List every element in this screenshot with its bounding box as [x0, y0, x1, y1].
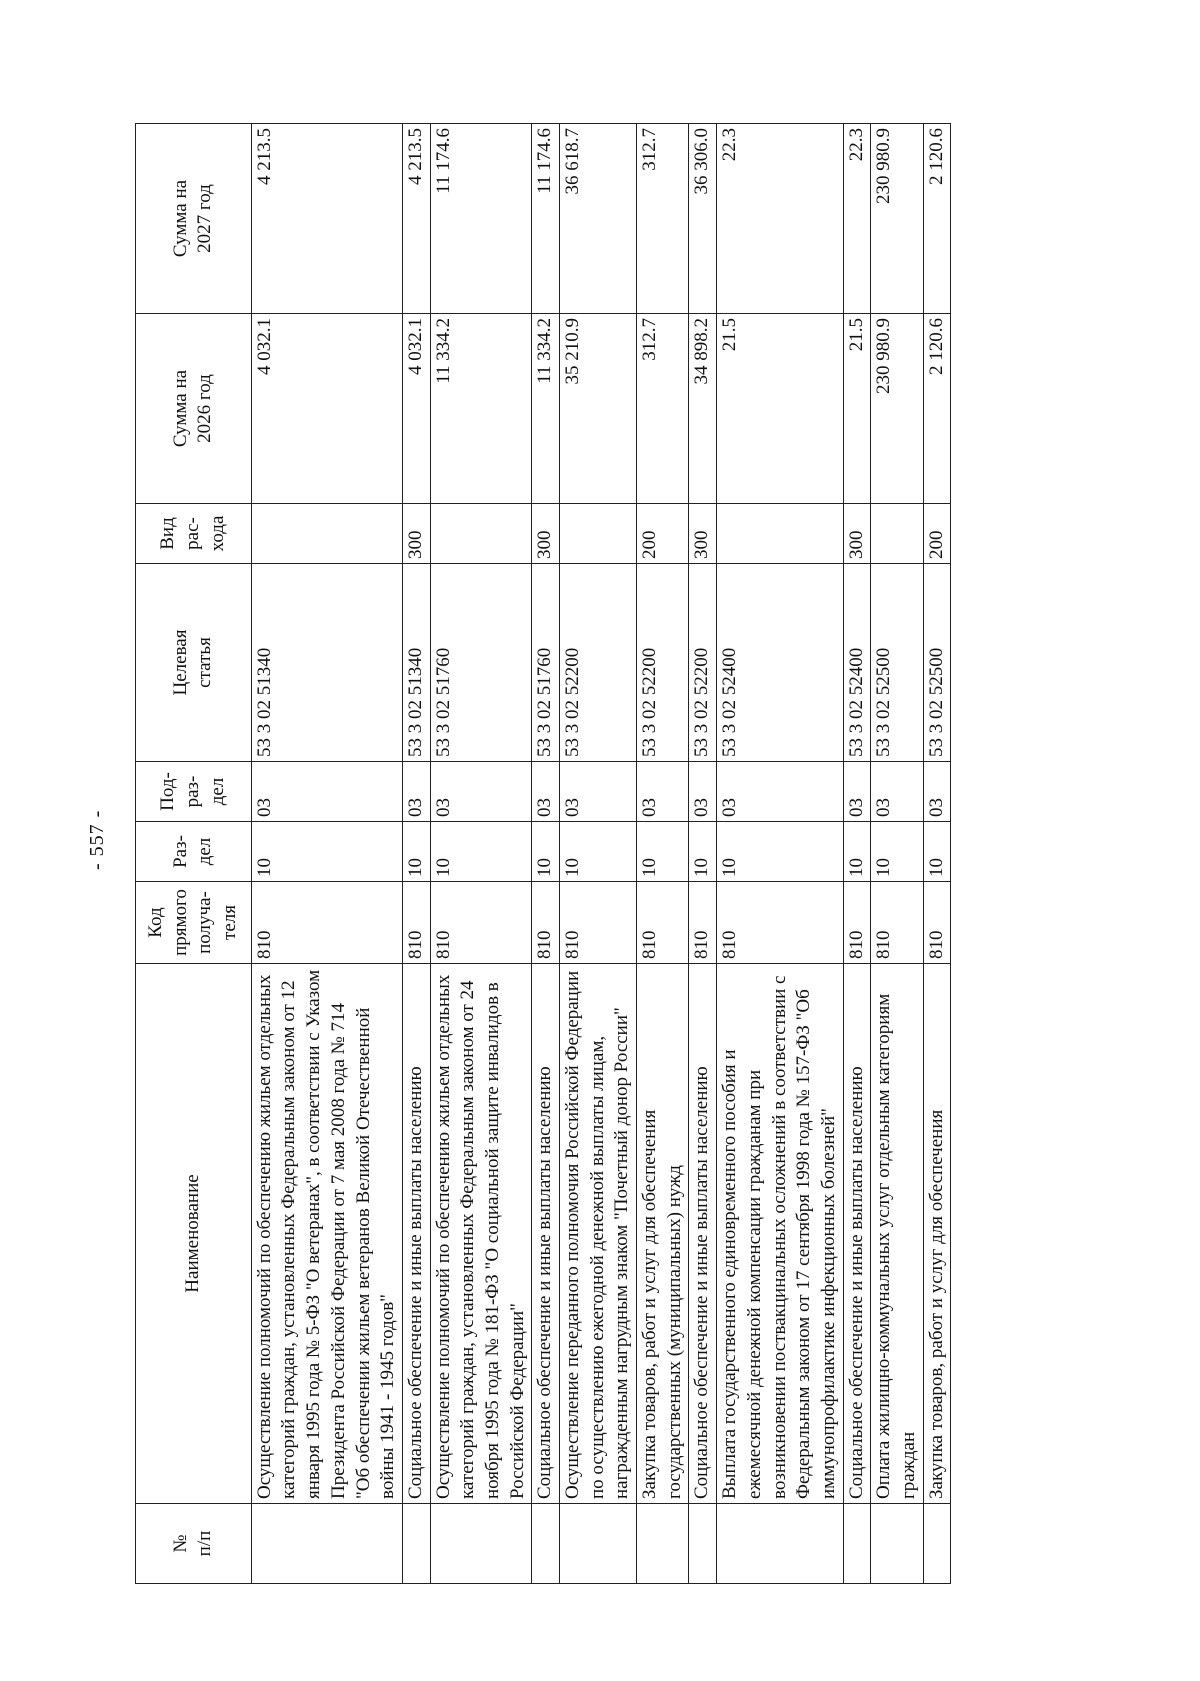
cell-sum-2027: 312.7	[637, 124, 689, 314]
cell-idx	[560, 1504, 637, 1584]
cell-name: Осуществление переданного полномочия Российской Федерации по осуществлению ежегодной денежной выплаты лицам, награжденным нагрудным знаком "Почетный донор России"	[560, 964, 637, 1504]
cell-idx	[532, 1504, 560, 1584]
cell-receiver-code: 810	[843, 882, 871, 964]
table-row	[637, 124, 689, 1584]
cell-name: Закупка товаров, работ и услуг для обеспечения	[923, 964, 951, 1504]
cell-expense-type: 200	[923, 504, 951, 564]
cell-expense-type	[430, 504, 532, 564]
cell-name: Осуществление полномочий по обеспечению жильем отдельных категорий граждан, установленных Федеральным законом от 24 ноября 1995 года № 181-ФЗ "О социальной защите инвалидов в Российской Федерации"	[430, 964, 532, 1504]
cell-sum-2027: 230 980.9	[871, 124, 923, 314]
cell-receiver-code: 810	[430, 882, 532, 964]
cell-target-article: 53 3 02 52200	[560, 564, 637, 762]
cell-target-article: 53 3 02 52400	[843, 564, 871, 762]
cell-receiver-code: 810	[402, 882, 430, 964]
cell-sum-2027: 4 213.5	[251, 124, 402, 314]
cell-expense-type: 300	[532, 504, 560, 564]
cell-idx	[871, 1504, 923, 1584]
cell-subsection: 03	[560, 762, 637, 822]
cell-target-article: 53 3 02 51760	[430, 564, 532, 762]
budget-table-container	[135, 124, 1135, 1584]
header-idx: № п/п	[136, 1504, 252, 1584]
cell-idx	[717, 1504, 843, 1584]
cell-expense-type: 200	[637, 504, 689, 564]
cell-receiver-code: 810	[717, 882, 843, 964]
table-row	[430, 124, 532, 1584]
cell-name: Социальное обеспечение и иные выплаты населению	[843, 964, 871, 1504]
cell-sum-2027: 36 618.7	[560, 124, 637, 314]
cell-sum-2026: 11 334.2	[532, 314, 560, 504]
cell-subsection: 03	[637, 762, 689, 822]
cell-section: 10	[532, 822, 560, 882]
cell-sum-2026: 312.7	[637, 314, 689, 504]
cell-sum-2026: 35 210.9	[560, 314, 637, 504]
header-target-article: Целевая статья	[136, 564, 252, 762]
cell-target-article: 53 3 02 52400	[717, 564, 843, 762]
cell-section: 10	[923, 822, 951, 882]
cell-section: 10	[430, 822, 532, 882]
header-subsection: Под- раз- дел	[136, 762, 252, 822]
cell-subsection: 03	[689, 762, 717, 822]
table-row	[689, 124, 717, 1584]
cell-subsection: 03	[843, 762, 871, 822]
cell-sum-2027: 22.3	[843, 124, 871, 314]
cell-receiver-code: 810	[532, 882, 560, 964]
table-row	[923, 124, 951, 1584]
cell-sum-2027: 11 174.6	[430, 124, 532, 314]
cell-section: 10	[251, 822, 402, 882]
cell-sum-2027: 11 174.6	[532, 124, 560, 314]
page-number: - 557 -	[86, 809, 108, 870]
cell-subsection: 03	[402, 762, 430, 822]
cell-target-article: 53 3 02 51340	[402, 564, 430, 762]
cell-idx	[923, 1504, 951, 1584]
cell-expense-type: 300	[402, 504, 430, 564]
cell-receiver-code: 810	[251, 882, 402, 964]
cell-name: Социальное обеспечение и иные выплаты населению	[532, 964, 560, 1504]
cell-subsection: 03	[717, 762, 843, 822]
cell-receiver-code: 810	[637, 882, 689, 964]
cell-sum-2026: 21.5	[843, 314, 871, 504]
cell-section: 10	[843, 822, 871, 882]
cell-sum-2027: 2 120.6	[923, 124, 951, 314]
cell-subsection: 03	[532, 762, 560, 822]
cell-idx	[689, 1504, 717, 1584]
cell-sum-2026: 34 898.2	[689, 314, 717, 504]
cell-expense-type: 300	[689, 504, 717, 564]
cell-subsection: 03	[251, 762, 402, 822]
cell-section: 10	[402, 822, 430, 882]
cell-receiver-code: 810	[560, 882, 637, 964]
cell-subsection: 03	[430, 762, 532, 822]
header-section: Раз- дел	[136, 822, 252, 882]
cell-name: Социальное обеспечение и иные выплаты населению	[402, 964, 430, 1504]
header-sum-2027: Сумма на 2027 год	[136, 124, 252, 314]
table-row	[251, 124, 402, 1584]
cell-sum-2027: 4 213.5	[402, 124, 430, 314]
cell-receiver-code: 810	[689, 882, 717, 964]
cell-subsection: 03	[923, 762, 951, 822]
cell-name: Осуществление полномочий по обеспечению жильем отдельных категорий граждан, установленных Федеральным законом от 12 января 1995 года № 5-ФЗ "О ветеранах", в соответствии с Указом Президента Российской Федерации от 7 мая 2008 года № 714 "Об обеспечении жильем ветеранов Великой Отечественной войны 1941 - 1945 годов"	[251, 964, 402, 1504]
cell-sum-2027: 36 306.0	[689, 124, 717, 314]
cell-idx	[251, 1504, 402, 1584]
cell-target-article: 53 3 02 52500	[871, 564, 923, 762]
table-row	[717, 124, 843, 1584]
header-sum-2026: Сумма на 2026 год	[136, 314, 252, 504]
cell-expense-type	[717, 504, 843, 564]
cell-expense-type	[560, 504, 637, 564]
cell-sum-2026: 230 980.9	[871, 314, 923, 504]
table-row	[532, 124, 560, 1584]
cell-sum-2026: 4 032.1	[251, 314, 402, 504]
cell-receiver-code: 810	[871, 882, 923, 964]
cell-name: Оплата жилищно-коммунальных услуг отдельным категориям граждан	[871, 964, 923, 1504]
cell-idx	[637, 1504, 689, 1584]
cell-target-article: 53 3 02 51760	[532, 564, 560, 762]
cell-target-article: 53 3 02 52200	[689, 564, 717, 762]
table-row	[560, 124, 637, 1584]
cell-section: 10	[717, 822, 843, 882]
cell-subsection: 03	[871, 762, 923, 822]
cell-target-article: 53 3 02 51340	[251, 564, 402, 762]
cell-name: Социальное обеспечение и иные выплаты населению	[689, 964, 717, 1504]
cell-target-article: 53 3 02 52500	[923, 564, 951, 762]
cell-idx	[843, 1504, 871, 1584]
cell-sum-2027: 22.3	[717, 124, 843, 314]
cell-target-article: 53 3 02 52200	[637, 564, 689, 762]
table-header-row	[136, 124, 252, 1584]
table-body	[251, 124, 951, 1584]
header-name: Наименование	[136, 964, 252, 1504]
table-row	[871, 124, 923, 1584]
cell-sum-2026: 11 334.2	[430, 314, 532, 504]
cell-idx	[430, 1504, 532, 1584]
cell-sum-2026: 21.5	[717, 314, 843, 504]
header-expense-type: Вид рас- хода	[136, 504, 252, 564]
table-row	[402, 124, 430, 1584]
cell-section: 10	[871, 822, 923, 882]
cell-receiver-code: 810	[923, 882, 951, 964]
cell-sum-2026: 2 120.6	[923, 314, 951, 504]
cell-section: 10	[689, 822, 717, 882]
cell-expense-type: 300	[843, 504, 871, 564]
cell-name: Закупка товаров, работ и услуг для обеспечения государственных (муниципальных) нужд	[637, 964, 689, 1504]
cell-name: Выплата государственного единовременного пособия и ежемесячной денежной компенсации гражданам при возникновении поствакцинальных осложнений в соответствии с Федеральным законом от 17 сентября 1998 года № 157-ФЗ "Об иммунопрофилактике инфекционных болезней"	[717, 964, 843, 1504]
cell-section: 10	[560, 822, 637, 882]
budget-table	[135, 123, 951, 1584]
cell-idx	[402, 1504, 430, 1584]
cell-expense-type	[871, 504, 923, 564]
cell-expense-type	[251, 504, 402, 564]
table-row	[843, 124, 871, 1584]
cell-sum-2026: 4 032.1	[402, 314, 430, 504]
cell-section: 10	[637, 822, 689, 882]
header-receiver-code: Код прямого получа- теля	[136, 882, 252, 964]
